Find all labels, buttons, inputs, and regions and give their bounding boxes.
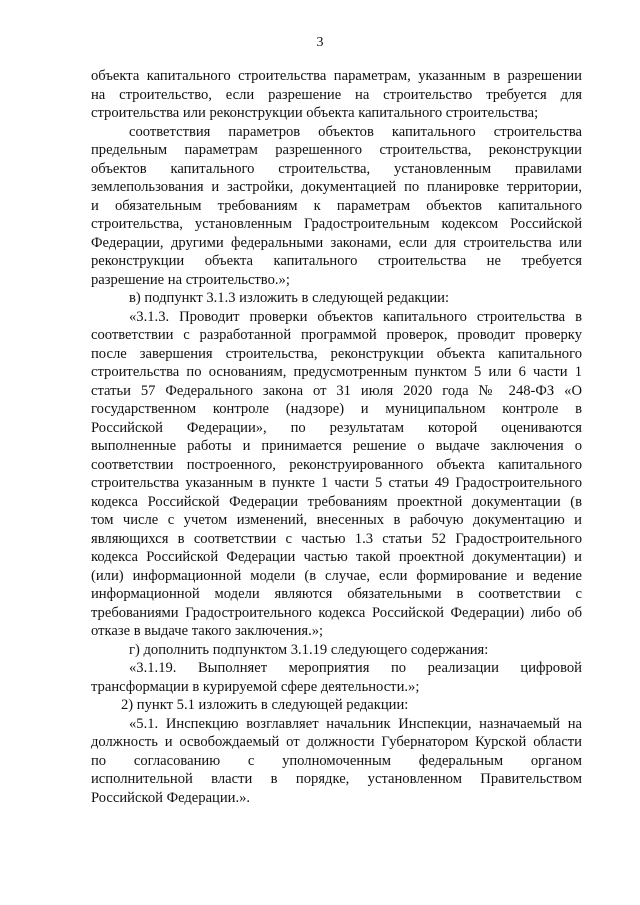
text-line: соответствии с разработанной программой проверок, проводит проверку bbox=[91, 327, 582, 343]
text-line: информационной модели являются обязательными в соответствии с bbox=[91, 586, 582, 602]
text-line: строительства или реконструкции объекта капитального строительства; bbox=[91, 105, 539, 121]
text-line: строительства указанным в пункте 1 части 5 статьи 49 Градостроительного bbox=[91, 475, 582, 491]
text-line: выполненные работы и принимается решение о выдаче заключения о bbox=[91, 438, 582, 454]
text-line: соответствии построенного, реконструированного объекта капитального bbox=[91, 456, 582, 473]
text-line: статьи 57 Федерального закона от 31 июля 2020 года № 248-ФЗ «О bbox=[91, 382, 582, 399]
text-line: г) дополнить подпунктом 3.1.19 следующего содержания: bbox=[129, 641, 489, 658]
text-line: объектов капитального строительства, установленным правилами bbox=[91, 160, 582, 177]
text-line: Федерации, другими федеральными законами, если для строительства или bbox=[91, 234, 582, 251]
text-line: трансформации в курируемой сфере деятельности.»; bbox=[91, 678, 420, 695]
text-line: «3.1.19. Выполняет мероприятия по реализации цифровой bbox=[129, 660, 582, 676]
text-line: строительства, установленным Градостроительным кодексом Российской bbox=[91, 216, 582, 232]
text-line: требованиями Градостроительного кодекса Российской Федерации) либо об bbox=[91, 604, 582, 621]
text-line: должность и освобождаемый от должности Губернатором Курской области bbox=[91, 734, 582, 750]
document-body bbox=[91, 67, 582, 807]
text-line: исполнительной власти в порядке, установленном Правительством bbox=[91, 771, 582, 787]
text-line: Российской Федерации», по результатам которой оцениваются bbox=[91, 419, 582, 436]
text-line: объекта капитального строительства параметрам, указанным в разрешении bbox=[91, 68, 582, 84]
text-line: Российской Федерации.». bbox=[91, 789, 251, 806]
text-line: в) подпункт 3.1.3 изложить в следующей редакции: bbox=[129, 290, 449, 306]
text-line: «5.1. Инспекцию возглавляет начальник Инспекции, назначаемый на bbox=[129, 715, 582, 732]
text-line: предельным параметрам разрешенного строительства, реконструкции bbox=[91, 142, 582, 158]
text-line: на строительство, если разрешение на строительство требуется для bbox=[91, 86, 582, 103]
text-line: (или) информационной модели (в случае, если формирование и ведение bbox=[91, 567, 582, 584]
text-line: реконструкции объекта капитального строительства не требуется bbox=[91, 253, 582, 269]
text-line: разрешение на строительство.»; bbox=[91, 271, 290, 288]
text-line: являющихся в соответствии с частью 1.3 статьи 52 Градостроительного bbox=[91, 530, 582, 547]
text-line: по согласованию с уполномоченным федеральным органом bbox=[91, 752, 582, 769]
text-line: строительства по основаниям, предусмотренным пунктом 5 или 6 части 1 bbox=[91, 364, 582, 380]
text-line: после завершения строительства, реконструкции объекта капитального bbox=[91, 345, 582, 362]
text-line: государственном контроле (надзоре) и муниципальном контроле в bbox=[91, 401, 582, 417]
text-line: «3.1.3. Проводит проверки объектов капитального строительства в bbox=[129, 308, 582, 325]
text-line: кодекса Российской Федерации частью такой проектной документации) и bbox=[91, 549, 582, 565]
page-number: 3 bbox=[316, 35, 324, 50]
text-line: отказе в выдаче такого заключения.»; bbox=[91, 623, 324, 639]
text-line: 2) пункт 5.1 изложить в следующей редакции: bbox=[121, 697, 409, 713]
text-line: землепользования и застройки, документацией по планировке территории, bbox=[91, 179, 582, 195]
text-line: том числе с учетом изменений, внесенных в рабочую документацию и bbox=[91, 512, 582, 528]
text-line: кодекса Российской Федерации требованиям проектной документации (в bbox=[91, 493, 582, 510]
text-line: и обязательным требованиям к параметрам объектов капитального bbox=[91, 197, 582, 214]
text-line: соответствия параметров объектов капитального строительства bbox=[129, 123, 582, 140]
